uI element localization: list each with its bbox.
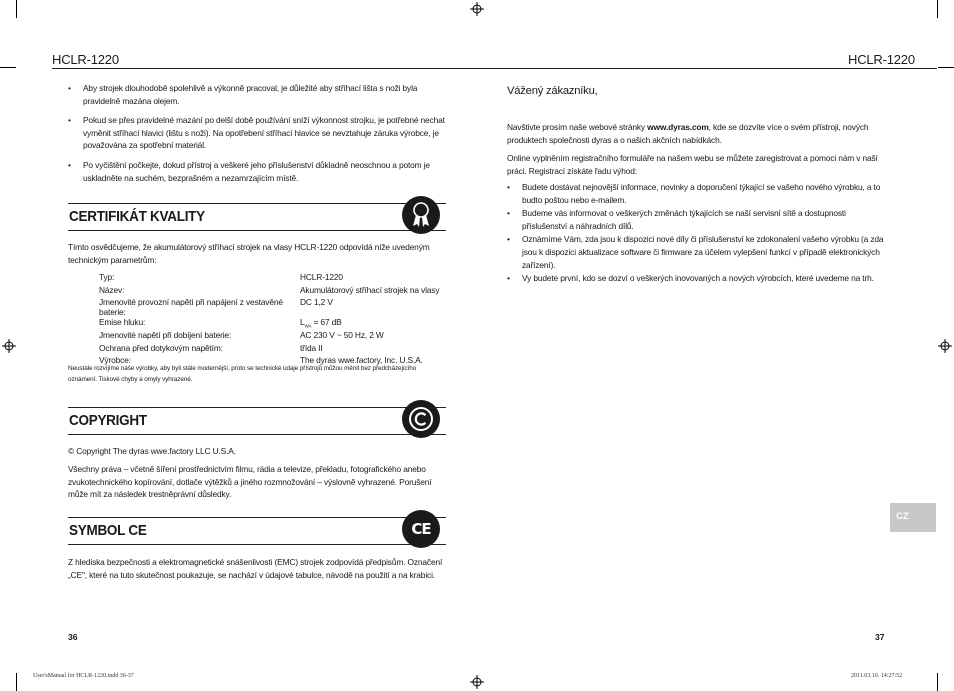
list-item: • Budeme vás informovat o veškerých změnách týkajících se naší servisní sítě a dostupnosti příslušenství a náhradních dílů.: [507, 207, 887, 232]
ce-heading-bar: [68, 517, 446, 545]
registration-mark-icon: [470, 675, 484, 689]
list-item: • Budete dostávat nejnovější informace, novinky a doporučení týkající se vašeho nového výrobku, a to budto poštou nebo e-mailem.: [507, 181, 887, 206]
table-row: Název: Akumulátorový stříhací strojek na vlasy: [99, 284, 440, 295]
ce-text: Z hlediska bezpečnosti a elektromagnetické snášenlivosti (EMC) strojek zodpovídá předpisům. Označení „CE", které na tuto skutečnost poukazuje, se nachází v údajové tabulce, návodě na použití a na krabici.: [68, 557, 443, 580]
page-number-left: 36: [68, 632, 78, 642]
print-footer-right: 2011.03.10. 14:27:52: [851, 673, 903, 679]
copyright-title: COPYRIGHT: [69, 412, 147, 429]
table-row: Výrobce: The dyras wwe.factory, Inc. U.S.A.: [99, 355, 423, 366]
language-tab: CZ: [890, 503, 936, 532]
benefits-list: [507, 181, 887, 286]
right-paragraph-1: Navštivte prosím naše webové stránky www.dyras.com, kde se dozvíte více o svém přístroji, nových produktech společnosti dyras a o našich akčních nabídkách.: [507, 122, 869, 145]
list-item: • Pokud se přes pravidelné mazání po delší době používání sníží výkonnost strojku, je potřebné nechat vyměnit stříhací hlavici (lištu s noži). Na opotřebení stříhací hlavice se nevztahuje záruka výrobce, je považována za spotřební materiál.: [68, 114, 446, 152]
table-row: Typ: HCLR-1220: [99, 272, 343, 282]
header-rule-left: [52, 68, 477, 69]
certificate-intro: Tímto osvědčujeme, že akumulátorový stříhací strojek na vlasy HCLR-1220 odpovídá níže uvedeným technickým parametrům:: [68, 242, 430, 265]
intro-bullets: [68, 82, 446, 191]
crop-mark: [938, 67, 954, 68]
copyright-heading-bar: [68, 407, 446, 435]
crop-mark: [16, 673, 17, 691]
table-row: Jmenovité provozní napětí při napájení z vestavěné baterie: DC 1,2 V: [99, 297, 333, 318]
table-row: Ochrana před dotykovým napětím: třída II: [99, 342, 323, 353]
spec-table: [99, 272, 439, 368]
registration-mark-icon: [470, 2, 484, 16]
list-item: • Aby strojek dlouhodobě spolehlivě a výkonně pracoval, je důležité aby stříhací lišta s noži byla pravidelně mazána olejem.: [68, 82, 446, 107]
header-rule-right: [477, 68, 937, 69]
list-item: • Po vyčištění počkejte, dokud přístroj a veškeré jeho příslušenství důkladně neoschnou a potom je uskladněte na suchém, bezprašném a nezamrzajícím místě.: [68, 159, 446, 184]
model-header-right: HCLR-1220: [848, 52, 915, 67]
list-item: • Oznámíme Vám, zda jsou k dispozici nové díly či příslušenství ke zdokonalení vašeho výrobku (a zda jsou k dispozici aktualizace software či firmware za účelem vylepšení funkcí v případě elektronických zařízení).: [507, 233, 887, 271]
certificate-title: CERTIFIKÁT KVALITY: [69, 208, 205, 225]
website-link[interactable]: www.dyras.com: [647, 122, 709, 132]
crop-mark: [937, 0, 938, 18]
crop-mark: [16, 0, 17, 18]
ce-title: SYMBOL CE: [69, 522, 147, 539]
crop-mark: [0, 67, 16, 68]
table-row: Jmenovité napětí při dobíjení baterie: AC 230 V ~ 50 Hz, 2 W: [99, 330, 384, 341]
copyright-text: Všechny práva – včetně šíření prostřednictvím filmu, rádia a televize, překladu, fotografického anebo zvukotechnického kopírování, dotlače výtěžků a jiného rozmnožování – výslovně vyhrazené. Porušení může mít za následek trestněprávní důsledky.: [68, 464, 432, 500]
quality-seal-icon: [402, 196, 440, 234]
table-row: Emise hluku: $L_{WA} = 67$ dB: [99, 317, 342, 330]
crop-mark: [937, 673, 938, 691]
copyright-symbol-icon: [402, 400, 440, 438]
copyright-line: © Copyright The dyras wwe.factory LLC U.S.A.: [68, 446, 236, 456]
certificate-note: Neustále rozvíjíme naše výrobky, aby byli stále modernější, proto se technické údaje přístrojů můžou měnit bez předcházejícího oznámení. Tiskové chyby a omyly vyhrazené.: [68, 365, 417, 383]
model-header-left: HCLR-1220: [52, 52, 119, 67]
list-item: • Vy budete první, kdo se dozví o veškerých inovovaných a nových výrobcích, které uvedeme na trh.: [507, 272, 887, 285]
registration-mark-icon: [938, 339, 952, 353]
right-paragraph-2: Online vyplněním registračního formuláře na našem webu se můžete zaregistrovat a pomoci nám v naší práci. Registrací získáte řadu výhod:: [507, 153, 878, 176]
certificate-heading-bar: [68, 203, 446, 231]
greeting: Vážený zákazníku,: [507, 85, 598, 97]
page-number-right: 37: [875, 632, 885, 642]
ce-mark-icon: CE: [402, 510, 440, 548]
registration-mark-icon: [2, 339, 16, 353]
print-footer-left: User'sManual for HCLR-1220.indd 36-37: [33, 673, 134, 679]
